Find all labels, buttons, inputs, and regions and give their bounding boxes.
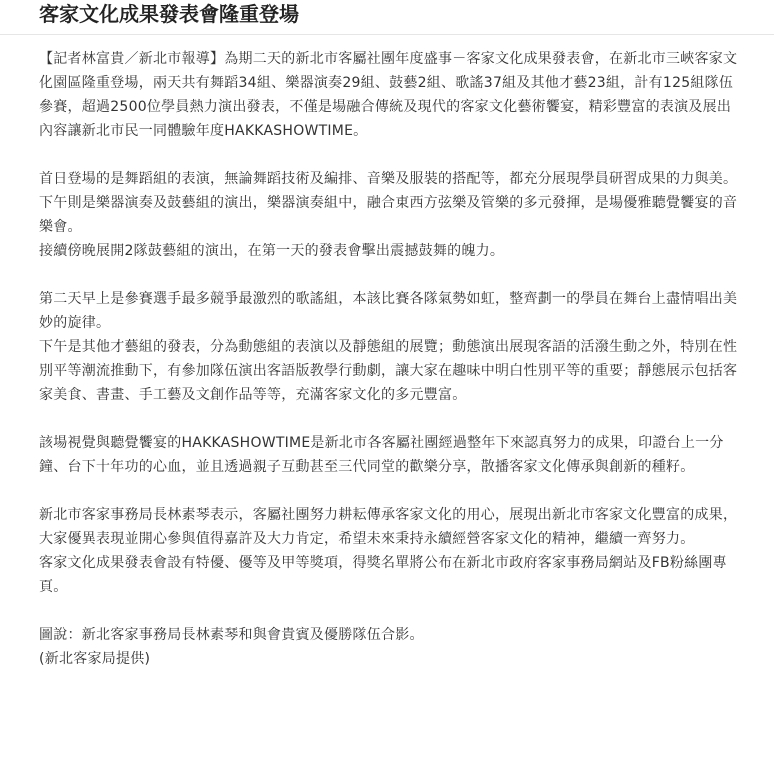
paragraph-line: 客家文化成果發表會設有特優、優等及甲等獎項，得獎名單將公布在新北市政府客家事務局網站及FB粉絲團專頁。 (39, 555, 727, 595)
paragraph-day-two (39, 287, 739, 407)
paragraph-line: 新北市客家事務局長林素琴表示，客屬社團努力耕耘傳承客家文化的用心，展現出新北市客家文化豐富的成果，大家優異表現並開心參與值得嘉許及大力肯定，希望未來秉持永續經營客家文化的精神，繼續一齊努力。 (39, 507, 738, 547)
paragraph-intro (39, 47, 739, 143)
paragraph-line: 下午是其他才藝組的發表，分為動態組的表演以及靜態組的展覽；動態演出展現客語的活潑生動之外，特別在性別平等潮流推動下，有參加隊伍演出客語版教學行動劇，讓大家在趣味中明白性別平等的重要；靜態展示包括客家美食、書畫、手工藝及文創作品等等，充滿客家文化的多元豐富。 (39, 339, 738, 403)
paragraph-line: 接續傍晚展開2隊鼓藝組的演出，在第一天的發表會擊出震撼鼓舞的魄力。 (39, 243, 505, 259)
paragraph-summary (39, 431, 739, 479)
paragraph-day-one (39, 167, 739, 263)
paragraph-line: 第二天早上是參賽選手最多競爭最激烈的歌謠組，本該比賽各隊氣勢如虹，整齊劃一的學員在舞台上盡情唱出美妙的旋律。 (39, 291, 738, 331)
paragraph-line: 首日登場的是舞蹈組的表演，無論舞蹈技術及編排、音樂及服裝的搭配等，都充分展現學員研習成果的力與美。 (39, 171, 738, 187)
photo-caption (39, 623, 739, 671)
paragraph-director-quote (39, 503, 739, 599)
paragraph-line: 下午則是樂器演奏及鼓藝組的演出，樂器演奏組中，融合東西方弦樂及管樂的多元發揮，是場優雅聽覺饗宴的音樂會。 (39, 195, 738, 235)
article-body (39, 47, 739, 695)
photo-credit: (新北客家局提供) (39, 651, 151, 667)
caption-line: 圖說：新北客家事務局長林素琴和與會貴賓及優勝隊伍合影。 (39, 627, 424, 643)
paragraph-line: 該場視覺與聽覺饗宴的HAKKASHOWTIME是新北市各客屬社團經過整年下來認真努力的成果，印證台上一分鐘、台下十年功的心血，並且透過親子互動甚至三代同堂的歡樂分享，散播客家文化傳承與創新的種籽。 (39, 435, 724, 475)
paragraph-line: 【記者林富貴／新北市報導】為期二天的新北市客屬社團年度盛事－客家文化成果發表會，在新北市三峽客家文化園區隆重登場，兩天共有舞蹈34組、樂器演奏29組、鼓藝2組、歌謠37組及其他才藝23組，計有125組隊伍參賽，超過2500位學員熱力演出發表，不僅是場融合傳統及現代的客家文化藝術饗宴，精彩豐富的表演及展出內容讓新北市民一同體驗年度HAKKASHOWTIME。 (39, 51, 738, 139)
article-title: 客家文化成果發表會隆重登場 (39, 2, 299, 26)
title-divider (0, 34, 774, 35)
